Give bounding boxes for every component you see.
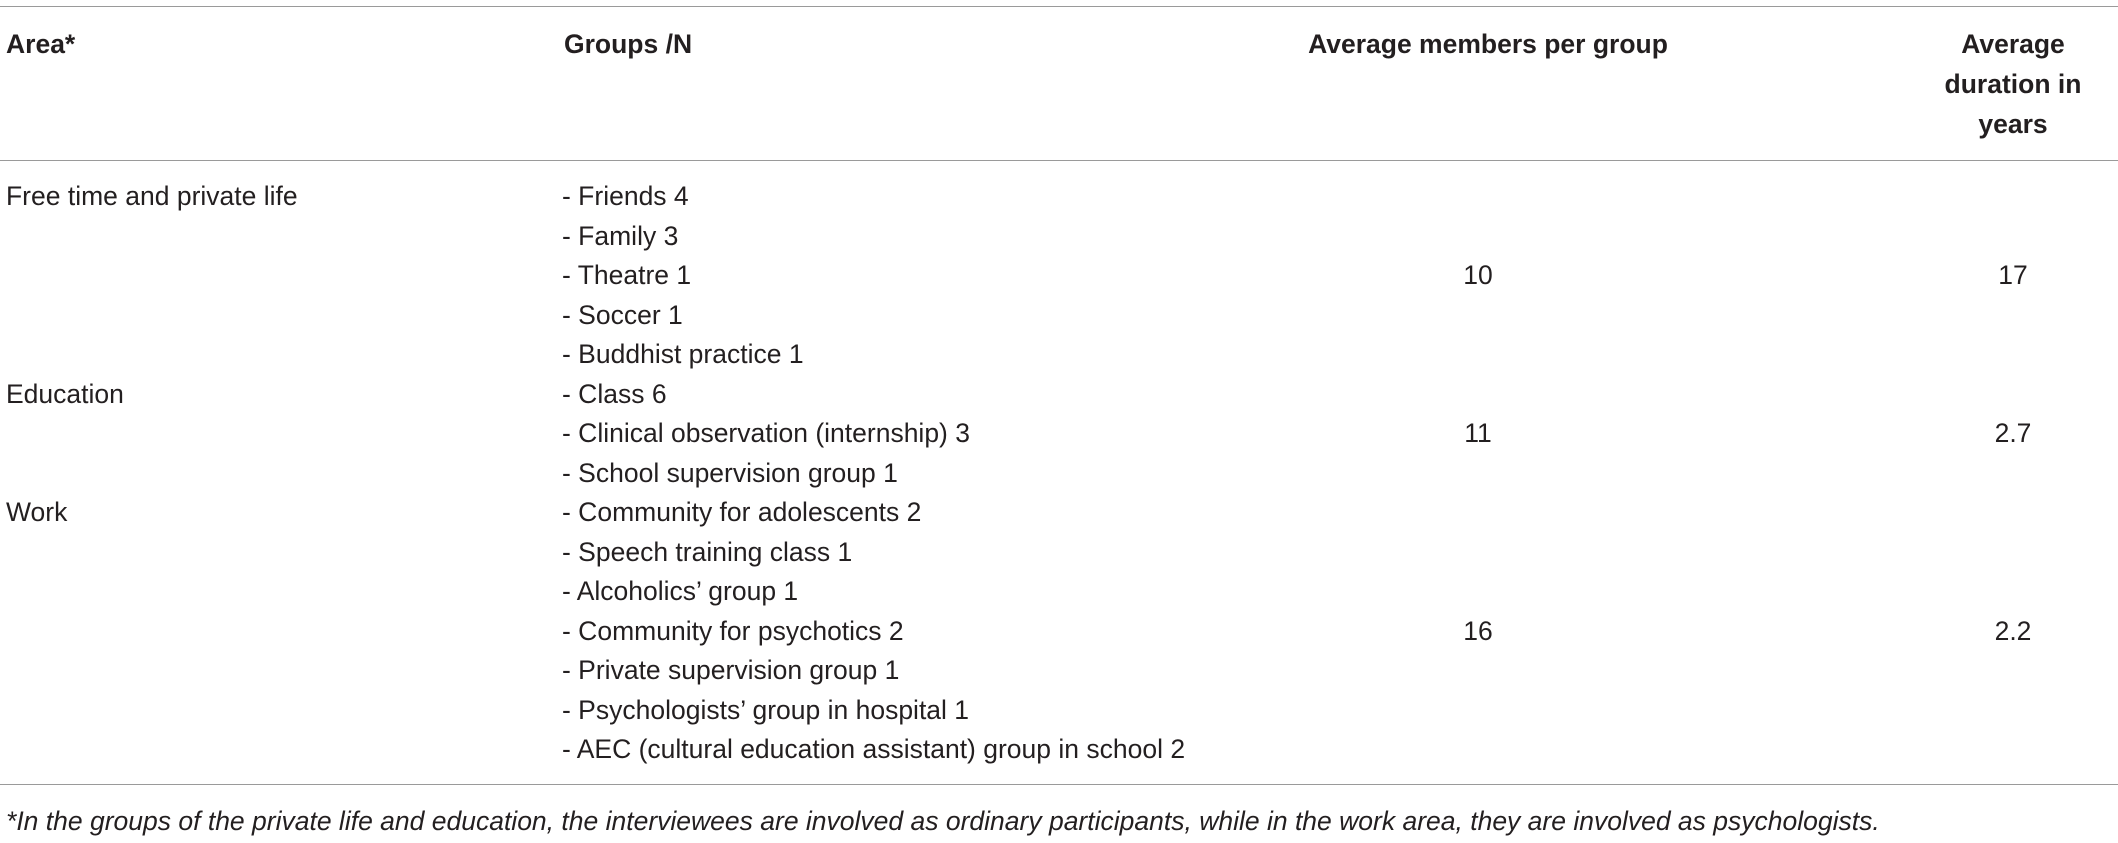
groups-cell [558, 161, 1188, 375]
group-item: - Class 6 [562, 378, 667, 409]
group-item: - School supervision group 1 [562, 457, 898, 488]
header-average-members: Average members per group [1308, 29, 1668, 59]
group-item: - Family 3 [562, 220, 679, 251]
group-item: - Speech training class 1 [562, 536, 853, 567]
table-row [0, 493, 2118, 784]
group-list [562, 375, 1188, 494]
duration-cell: 17 [1998, 260, 2028, 290]
members-cell: 16 [1463, 615, 1493, 646]
table-row [0, 375, 2118, 494]
header-groups: Groups /N [564, 29, 693, 59]
group-item: - AEC (cultural education assistant) group in school 2 [562, 734, 1186, 764]
area-cell: Education [6, 378, 124, 409]
group-item: - Friends 4 [562, 181, 689, 211]
group-item: - Private supervision group 1 [562, 655, 900, 685]
area-cell: Work [6, 497, 68, 527]
group-item: - Clinical observation (internship) 3 [562, 418, 970, 448]
header-row [0, 7, 2118, 161]
duration-cell: 2.7 [1994, 418, 2032, 448]
group-item: - Theatre 1 [562, 260, 692, 290]
group-item: - Community for psychotics 2 [562, 615, 904, 646]
members-cell: 10 [1463, 260, 1493, 290]
table-row [0, 161, 2118, 375]
groups-table [0, 6, 2118, 785]
header-area: Area* [6, 29, 76, 59]
area-cell: Free time and private life [6, 181, 298, 211]
group-item: - Alcoholics’ group 1 [562, 576, 799, 606]
groups-cell [558, 375, 1188, 494]
group-list [562, 177, 1188, 375]
header-average-duration: Average duration in years [1944, 29, 2082, 139]
group-item: - Buddhist practice 1 [562, 339, 804, 369]
table-header [0, 7, 2118, 161]
group-item: - Soccer 1 [562, 299, 683, 330]
group-item: - Psychologists’ group in hospital 1 [562, 694, 970, 725]
duration-cell: 2.2 [1994, 615, 2032, 646]
table-body [0, 161, 2118, 785]
members-cell: 11 [1464, 418, 1492, 448]
groups-cell [558, 493, 1188, 784]
group-item: - Community for adolescents 2 [562, 497, 922, 527]
group-list [562, 493, 1188, 770]
table-footnote: *In the groups of the private life and education, the interviewees are involved as ordinary participants, while in the work area, they are involved as psychologists. [6, 806, 1880, 836]
